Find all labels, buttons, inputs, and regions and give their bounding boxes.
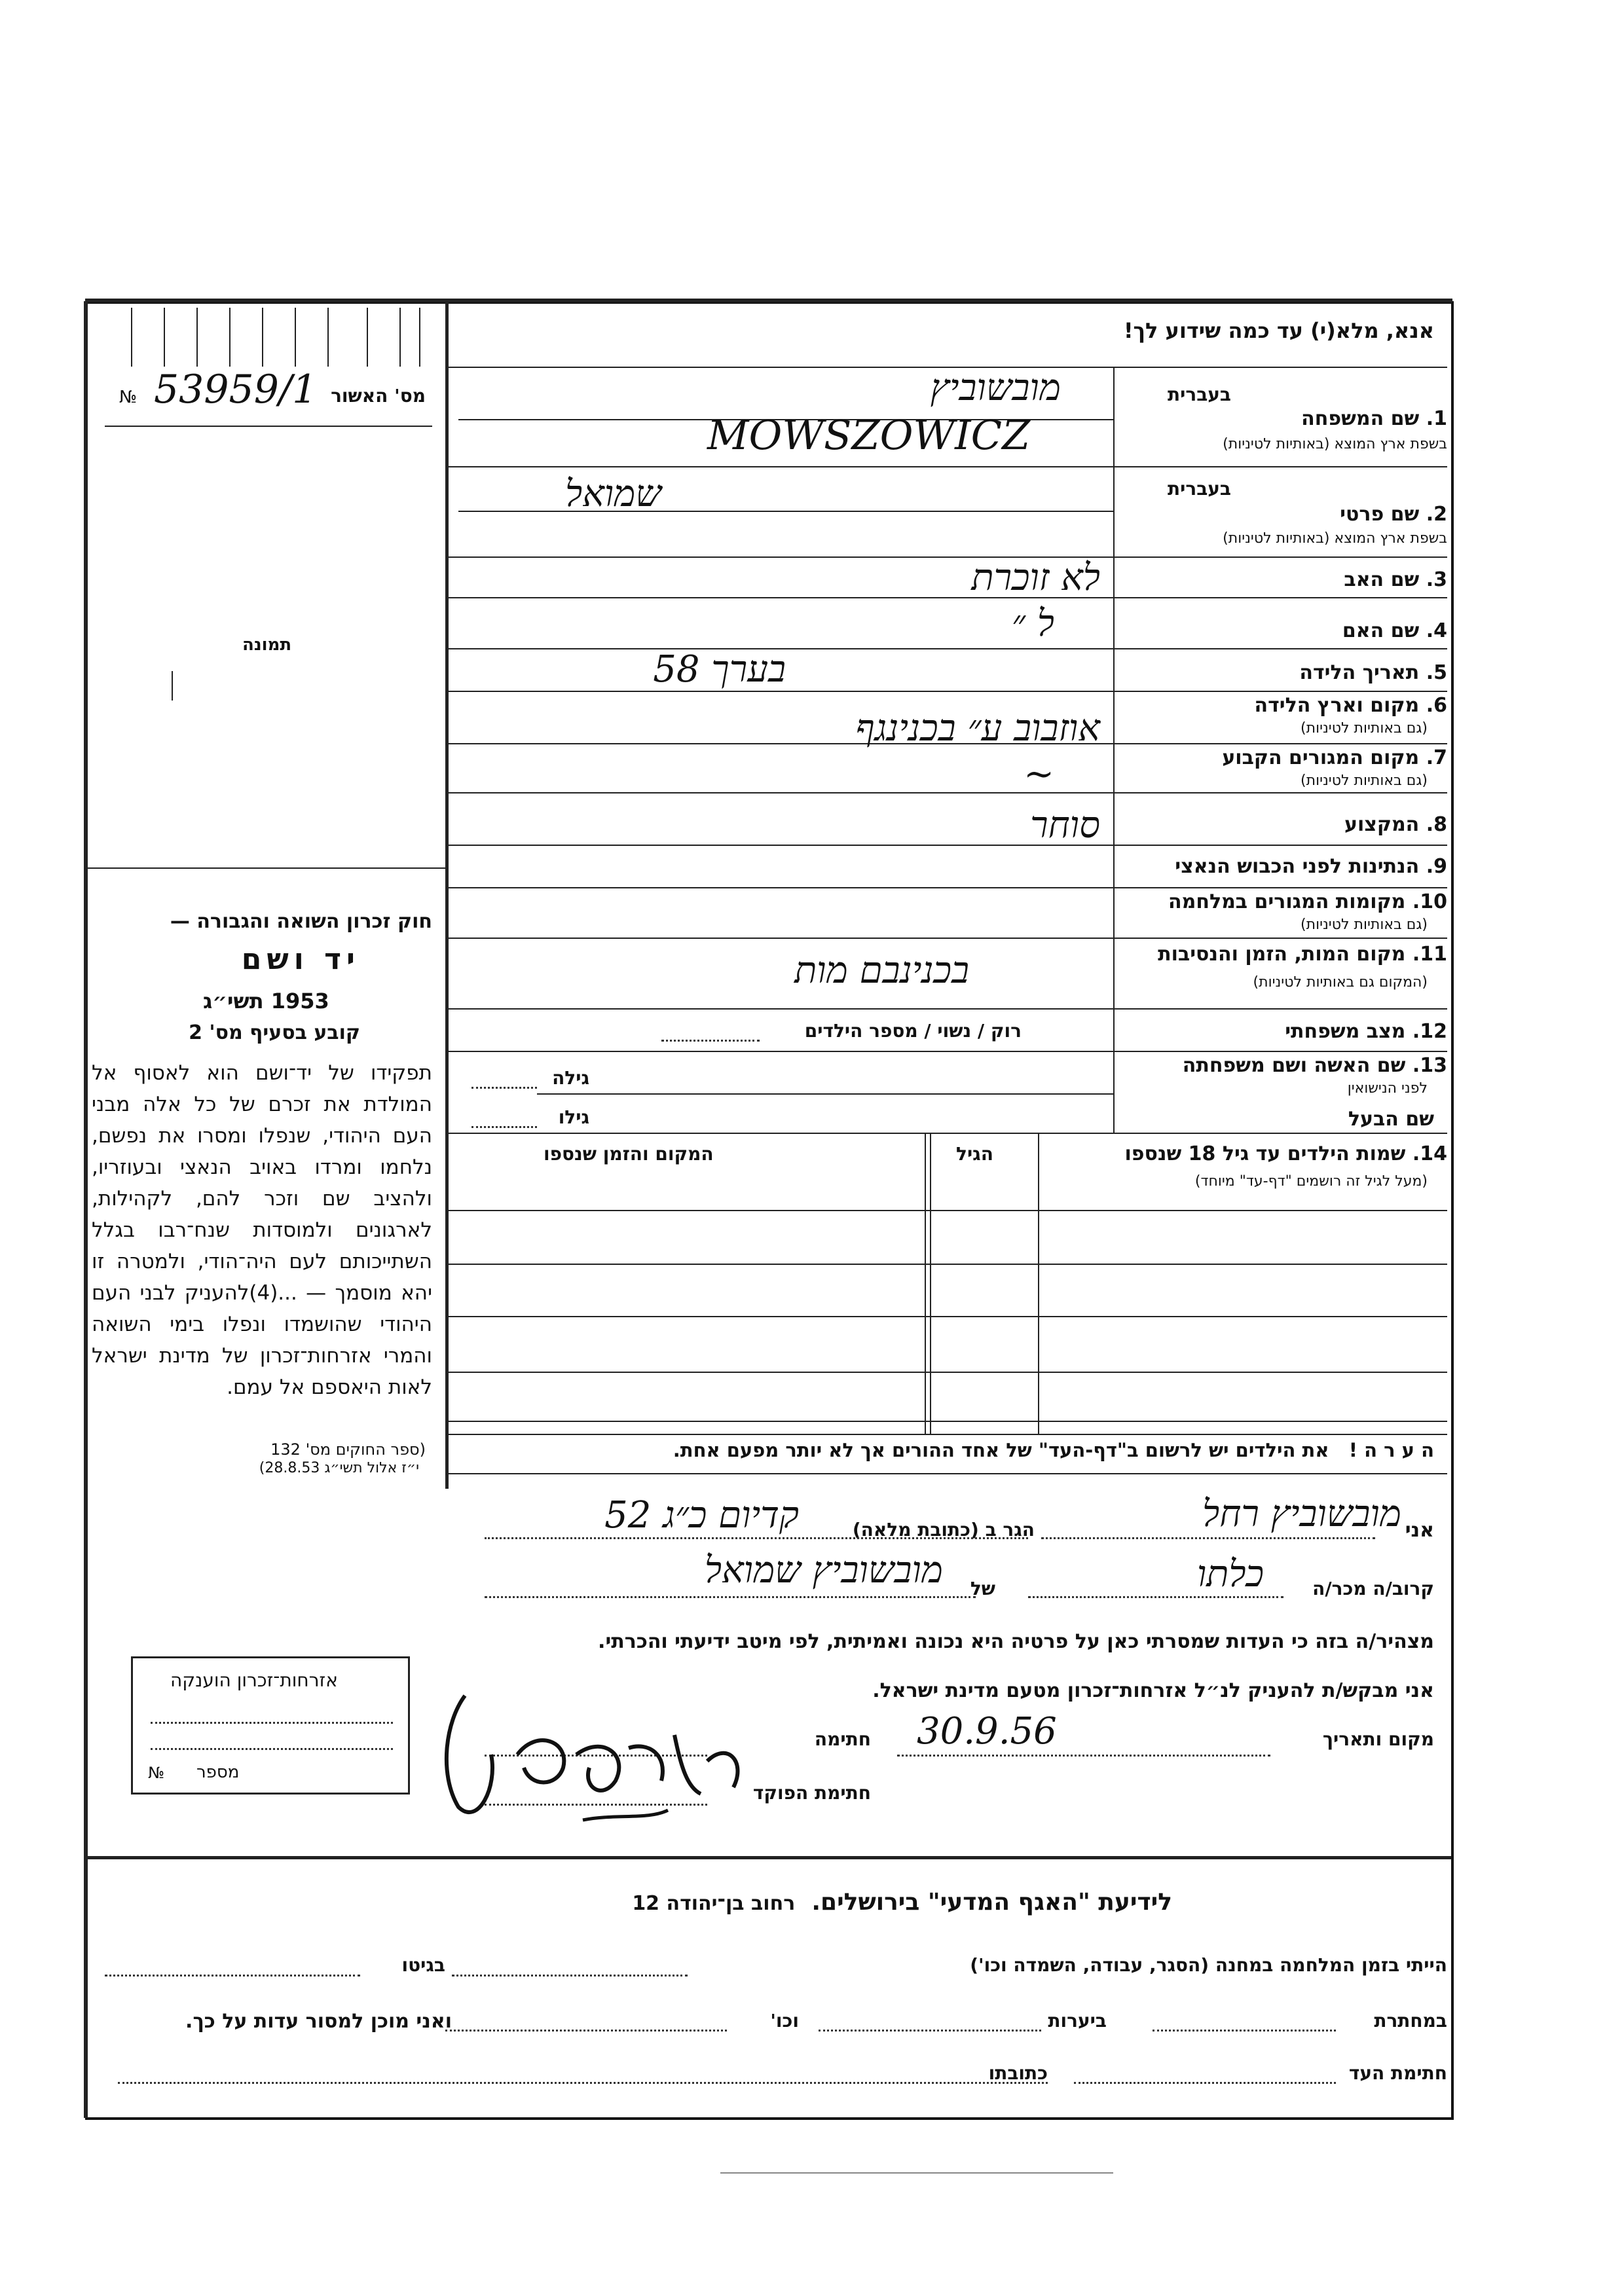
row-line-7 (445, 792, 1447, 793)
field-12-label: 12. מצב משפחתי (1285, 1020, 1447, 1043)
row-line-2a (458, 511, 1113, 512)
etc-label: וכו' (770, 2010, 799, 2032)
record-number-underline (105, 426, 432, 427)
row-line-13 (445, 1133, 1447, 1134)
underground-label: במחתרת (1374, 2010, 1447, 2032)
value-residence: ~ (1024, 753, 1054, 795)
field-13-note: לפני הנישואין (1347, 1080, 1428, 1097)
field-4-label: 4. שם האם (1342, 619, 1447, 642)
value-birth-place: אוזבוב ע״ בכנינגף (855, 707, 1100, 750)
row-line-9 (445, 887, 1447, 888)
field-5-label: 5. תאריך הלידה (1299, 661, 1447, 684)
children-count-dots (661, 1040, 760, 1042)
tick-1 (131, 308, 132, 367)
tick-7 (327, 308, 329, 367)
children-col-3 (930, 1133, 931, 1434)
field-8-label: 8. המקצוע (1344, 813, 1447, 836)
declarant-address-dots (485, 1537, 1028, 1539)
law-section: קובע בסעיף מס' 2 (189, 1021, 360, 1044)
citizenship-number-label: מספר (196, 1762, 240, 1782)
forests-dots (819, 2030, 1041, 2032)
marital-options: רוק / נשוי / מספר הילדים (804, 1020, 1022, 1042)
children-row-1 (445, 1210, 1447, 1211)
left-column-divider (445, 301, 449, 1489)
field-10-note: (גם באותיות לטיניות) (1301, 917, 1428, 933)
field-11-note: (המקום גם באותיות לטיניות) (1253, 974, 1428, 991)
field-6-label: 6. מקום וארץ הלידה (1254, 694, 1447, 717)
value-birth-date: בערך 58 (653, 648, 786, 691)
lang-hebrew-1: בעברית (1167, 384, 1231, 405)
declarant-name: מובשוביץ רחל (1202, 1493, 1401, 1535)
value-father-name: לא זוכרת (971, 556, 1100, 599)
row-line-5 (445, 691, 1447, 692)
witness-signature-dots (1074, 2082, 1336, 2084)
citizenship-dots-2 (151, 1748, 393, 1750)
children-row-2 (445, 1264, 1447, 1265)
field-7-label: 7. מקום המגורים הקבוע (1222, 746, 1447, 769)
tick-3 (196, 308, 198, 367)
wife-age-label: גילה (552, 1067, 589, 1089)
children-row-5 (445, 1421, 1447, 1422)
law-box-top (85, 867, 447, 869)
husband-age-label: גילו (558, 1106, 589, 1128)
signature-label: חתימה (814, 1728, 871, 1750)
law-text: תפקידו של יד־ושם הוא לאסוף אל המולדת את זכרם של כל אלה מבני העם היהודי, שנפלו ומסרו את נפשם, נלחמו ומרדו באויב הנאצי ובעוזריו, ולהציב שם וזכר להם, לקהילות, לארגונים ולמוסדות שנח־רבו בגלל השתייכותם לעם היה־הודי, ולמטרה זו יהא מוסמך — ...(4)להעניק לבני העם היהודי שהושמדו ונפלו בימי השואה והמרי אזרחות־זכרון של מדינת ישראל לאות היאספם אל עמם. (92, 1061, 432, 1399)
underground-dots (1153, 2030, 1336, 2032)
citizenship-dots-1 (151, 1722, 393, 1724)
handwritten-signature (419, 1656, 760, 1846)
tick-10 (419, 308, 420, 367)
wife-age-dots (471, 1087, 537, 1089)
row-line-12 (445, 1051, 1447, 1052)
ghetto-label: בגיטו (401, 1954, 445, 1976)
header-plea: אנא, מלא(י) עד כמה שידוע לך! (1123, 318, 1434, 343)
row-line-13a (537, 1093, 1113, 1095)
value-death-place: בכנינבם מות (794, 949, 969, 992)
photo-label: תמונה (242, 635, 292, 655)
field-1-note: בשפת ארץ המוצא (באותיות לטיניות) (1223, 436, 1447, 452)
tick-9 (399, 308, 401, 367)
page-bottom-line (720, 2172, 1113, 2174)
value-surname-latin: MOWSZOWICZ (707, 411, 1031, 459)
row-line-1 (445, 466, 1447, 467)
lang-hebrew-2: בעברית (1167, 478, 1231, 500)
children-col-age: הגיל (956, 1143, 993, 1165)
bottom-line-1: הייתי בזמן המלחמה במחנה (הסגר, עבודה, השמדה וכו') (970, 1954, 1447, 1976)
row-line-10 (445, 938, 1447, 939)
tick-6 (295, 308, 296, 367)
tick-2 (164, 308, 165, 367)
record-number-label: מס' האשור (331, 385, 426, 407)
of-name-dots (485, 1596, 976, 1598)
declarant-address: קדיום כ״ג 52 (604, 1494, 799, 1537)
field-10-label: 10. מקומות המגורים במלחמה (1168, 890, 1447, 913)
row-line-8 (445, 845, 1447, 846)
field-2-note: בשפת ארץ המוצא (באותיות לטיניות) (1223, 530, 1447, 547)
relation-value: כלתו (1196, 1553, 1264, 1595)
relation-dots (1028, 1596, 1283, 1598)
witness-address-dots (118, 2082, 1048, 2084)
row-line-3 (445, 597, 1447, 598)
value-profession: סוחר (1030, 804, 1100, 847)
children-note-line: ה ע ר ה ! את הילדים יש לרשום ב"דף-העד" של אחד ההורים אך לא יותר מפעם אחת. (673, 1439, 1434, 1461)
law-title: חוק זכרון השואה והגבורה — (170, 910, 432, 933)
etc-dots (445, 2030, 727, 2032)
row-line-4 (445, 648, 1447, 649)
of-label: של (970, 1578, 995, 1599)
field-3-label: 3. שם האב (1344, 568, 1447, 591)
tick-5 (262, 308, 263, 367)
note-bottom-line (445, 1473, 1447, 1474)
citizenship-number-symbol: № (148, 1764, 164, 1782)
place-date-dots (897, 1755, 1270, 1757)
bottom-section-line (85, 1856, 1451, 1859)
bottom-title: לידיעת "האגף המדעי" בירושלים. רחוב בן־יהודה 12 (632, 1889, 1172, 1916)
tick-4 (229, 308, 231, 367)
law-ref: (ספר החוקים מס' 132 (270, 1440, 426, 1459)
frame-left-thick (84, 301, 88, 2118)
record-number-symbol: № (119, 388, 138, 407)
frame-top-thick (85, 299, 1452, 302)
children-note: (מעל לגיל זה רושמים "דף-עד" מיוחד) (1194, 1173, 1428, 1190)
forests-label: ביערות (1048, 2010, 1107, 2032)
field-13-label: 13. שם האשה ושם משפחתה (1182, 1054, 1447, 1077)
label-column-divider (1113, 367, 1115, 1133)
camp-dots (452, 1975, 688, 1977)
record-number: 53959/1 (154, 367, 318, 412)
law-name: יד ושם (241, 943, 360, 976)
field-9-label: 9. הנתינות לפני הכבוש הנאצי (1175, 855, 1447, 878)
value-mother-name: ל ״ (1011, 602, 1054, 645)
field-1-label: 1. שם המשפחה (1301, 407, 1447, 430)
children-col-2 (1038, 1133, 1039, 1434)
citizenship-box-title: אזרחות־זכרון הוענקה (170, 1669, 338, 1691)
declare-text: מצהיר/ה בזה כי העדות שמסרתי כאן על פרטיה היא נכונה ואמיתית, לפי מיטב ידיעתי והכרתי. (598, 1630, 1434, 1653)
request-text: אני מבקש/ת להעניק לנ״ל אזרחות־זכרון מטעם מדינת ישראל. (872, 1679, 1434, 1702)
row-line-2 (445, 556, 1447, 558)
husband-label: שם הבעל (1348, 1108, 1434, 1131)
date-value: 30.9.56 (917, 1710, 1057, 1753)
field-11-label: 11. מקום המות, הזמן והנסיבות (1158, 943, 1447, 966)
relative-label: קרוב/ה מכר/ה (1312, 1578, 1434, 1599)
law-year: 1953 תשי״ג (203, 989, 329, 1013)
children-row-3 (445, 1316, 1447, 1317)
value-surname: מובשוביץ (930, 367, 1061, 409)
value-first-name: שמואל (565, 473, 661, 515)
witness-address-label: כתובתו (988, 2062, 1048, 2084)
children-col-1 (925, 1133, 926, 1434)
row-line-11 (445, 1008, 1447, 1010)
ready-text: ואני מוכן למסור עדות על כך. (185, 2010, 452, 2033)
witness-signature-label: חתימת העד (1348, 2062, 1447, 2084)
photo-mark (172, 671, 173, 701)
official-signature-label: חתימת הפוקד (752, 1782, 871, 1804)
place-date-label: מקום ותאריך (1322, 1728, 1434, 1750)
ghetto-dots (105, 1975, 360, 1977)
children-col-place: המקום והזמן שנספו (544, 1143, 714, 1165)
field-2-label: 2. שם פרטי (1340, 503, 1447, 526)
field-6-note: (גם באותיות לטיניות) (1301, 720, 1428, 737)
declarant-resides-label: הגר ב (כתובת מלאה) (852, 1519, 1035, 1540)
tick-8 (367, 308, 368, 367)
law-ref-2: י״ז אלול תשי״ג 28.8.53) (259, 1460, 419, 1476)
note-top-line (445, 1434, 1447, 1435)
husband-age-dots (471, 1126, 537, 1128)
declarant-name-dots (1041, 1537, 1375, 1539)
field-7-note: (גם באותיות לטיניות) (1301, 773, 1428, 789)
children-title: 14. שמות הילדים עד גיל 18 שנספו (1124, 1142, 1447, 1165)
declarant-i: אני (1405, 1519, 1434, 1542)
of-name: מובשוביץ שמואל (704, 1549, 943, 1592)
children-row-4 (445, 1372, 1447, 1373)
